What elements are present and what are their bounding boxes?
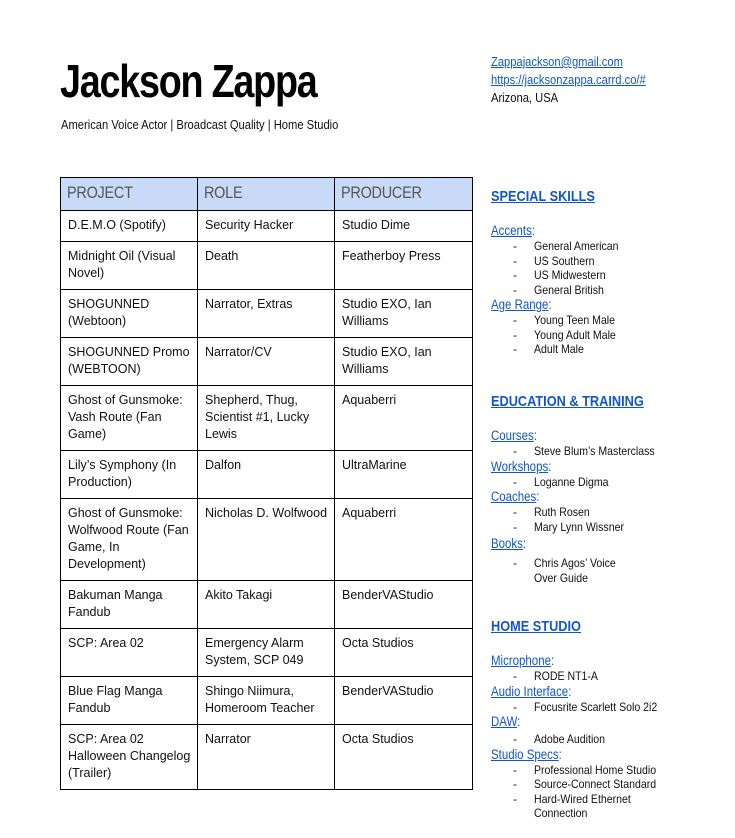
role-cell: Narrator [198, 725, 335, 790]
project-cell: SHOGUNNED (Webtoon) [61, 290, 198, 338]
project-cell: Blue Flag Manga Fandub [61, 677, 198, 725]
producer-cell: Octa Studios [335, 725, 473, 790]
list-item: - Steve Blum’s Masterclass [513, 444, 655, 458]
role-cell: Nicholas D. Wolfwood [198, 499, 335, 581]
producer-cell: UltraMarine [335, 451, 473, 499]
list-item: - Focusrite Scarlett Solo 2i2 [513, 699, 658, 714]
books-list [491, 556, 691, 585]
education-heading: EDUCATION & TRAINING [491, 393, 644, 410]
list-item: - Ruth Rosen [513, 505, 590, 519]
table-row [61, 499, 473, 581]
project-cell: SHOGUNNED Promo (WEBTOON) [61, 338, 198, 386]
coaches-label: Coaches: [491, 489, 540, 504]
home-studio-heading: HOME STUDIO [491, 618, 581, 635]
project-cell: Midnight Oil (Visual Novel) [61, 242, 198, 290]
table-row [61, 451, 473, 499]
table-row [61, 677, 473, 725]
role-cell: Narrator, Extras [198, 290, 335, 338]
role-cell: Emergency Alarm System, SCP 049 [198, 629, 335, 677]
website-link[interactable]: https://jacksonzappa.carrd.co/# [491, 72, 646, 87]
list-item: - Adobe Audition [513, 732, 606, 746]
project-cell: Ghost of Gunsmoke: Vash Route (Fan Game) [61, 386, 198, 451]
credits-table [60, 177, 473, 790]
list-item: - Mary Lynn Wissner [513, 519, 624, 534]
producer-cell: Studio EXO, Ian Williams [335, 290, 473, 338]
table-row [61, 211, 473, 242]
column-header-project: PROJECT [61, 178, 198, 211]
location: Arizona, USA [491, 90, 559, 105]
age-range-list [491, 313, 691, 357]
table-row [61, 725, 473, 790]
table-row [61, 386, 473, 451]
list-item: - Loganne Digma [513, 474, 609, 489]
table-row [61, 338, 473, 386]
daw-list [491, 732, 691, 747]
workshops-list [491, 475, 691, 490]
producer-cell: BenderVAStudio [335, 581, 473, 629]
list-item: - Professional Home Studio [513, 762, 657, 777]
list-item: - US Southern [513, 253, 595, 268]
home-studio-section [491, 618, 691, 821]
special-skills-section [491, 188, 691, 357]
list-item: - Adult Male [513, 342, 584, 356]
list-item: - Chris Agos’ Voice Over Guide [513, 556, 616, 585]
table-row [61, 290, 473, 338]
daw-label: DAW: [491, 714, 521, 729]
role-cell: Shepherd, Thug, Scientist #1, Lucky Lewis [198, 386, 335, 451]
list-item: - US Midwestern [513, 268, 606, 282]
project-cell: D.E.M.O (Spotify) [61, 211, 198, 242]
list-item: - General American [513, 239, 619, 253]
project-cell: SCP: Area 02 Halloween Changelog (Trailer) [61, 725, 198, 790]
column-header-role: ROLE [198, 178, 335, 211]
accents-label: Accents: [491, 223, 536, 238]
producer-cell: Octa Studios [335, 629, 473, 677]
table-row [61, 581, 473, 629]
table-row [61, 629, 473, 677]
role-cell: Shingo Niimura, Homeroom Teacher [198, 677, 335, 725]
producer-cell: Featherboy Press [335, 242, 473, 290]
studio-specs-label: Studio Specs: [491, 746, 562, 762]
studio-specs-list [491, 763, 691, 821]
contact-info [491, 53, 671, 107]
courses-list [491, 444, 691, 459]
list-item: - RODE NT1-A [513, 669, 598, 683]
list-item: - General British [513, 282, 604, 297]
audio-interface-list [491, 700, 691, 715]
project-cell: SCP: Area 02 [61, 629, 198, 677]
resume-name: Jackson Zappa [60, 55, 317, 107]
role-cell: Death [198, 242, 335, 290]
books-label: Books: [491, 536, 527, 551]
role-cell: Akito Takagi [198, 581, 335, 629]
microphone-label: Microphone: [491, 653, 555, 668]
project-cell: Ghost of Gunsmoke: Wolfwood Route (Fan Game, In Development) [61, 499, 198, 581]
project-cell: Lily’s Symphony (In Production) [61, 451, 198, 499]
role-cell: Security Hacker [198, 211, 335, 242]
credits-header-row [61, 178, 473, 211]
role-cell: Narrator/CV [198, 338, 335, 386]
age-range-label: Age Range: [491, 297, 552, 312]
list-item: - Young Adult Male [513, 327, 616, 342]
list-item: - Hard-Wired Ethernet Connection [513, 791, 631, 820]
email-link[interactable]: Zappajackson@gmail.com [491, 54, 623, 69]
list-item: - Source-Connect Standard [513, 777, 657, 791]
project-cell: Bakuman Manga Fandub [61, 581, 198, 629]
courses-label: Courses: [491, 428, 537, 443]
table-row [61, 242, 473, 290]
microphone-list [491, 669, 691, 684]
column-header-producer: PRODUCER [335, 178, 473, 211]
producer-cell: Aquaberri [335, 499, 473, 581]
role-cell: Dalfon [198, 451, 335, 499]
producer-cell: Aquaberri [335, 386, 473, 451]
producer-cell: BenderVAStudio [335, 677, 473, 725]
list-item: - Young Teen Male [513, 313, 616, 327]
special-skills-heading: SPECIAL SKILLS [491, 188, 595, 205]
audio-interface-label: Audio Interface: [491, 683, 572, 699]
resume-tagline: American Voice Actor | Broadcast Quality | Home Studio [61, 117, 339, 132]
coaches-list [491, 505, 691, 534]
accents-list [491, 239, 691, 297]
education-section [491, 393, 691, 585]
producer-cell: Studio Dime [335, 211, 473, 242]
workshops-label: Workshops: [491, 458, 552, 474]
producer-cell: Studio EXO, Ian Williams [335, 338, 473, 386]
